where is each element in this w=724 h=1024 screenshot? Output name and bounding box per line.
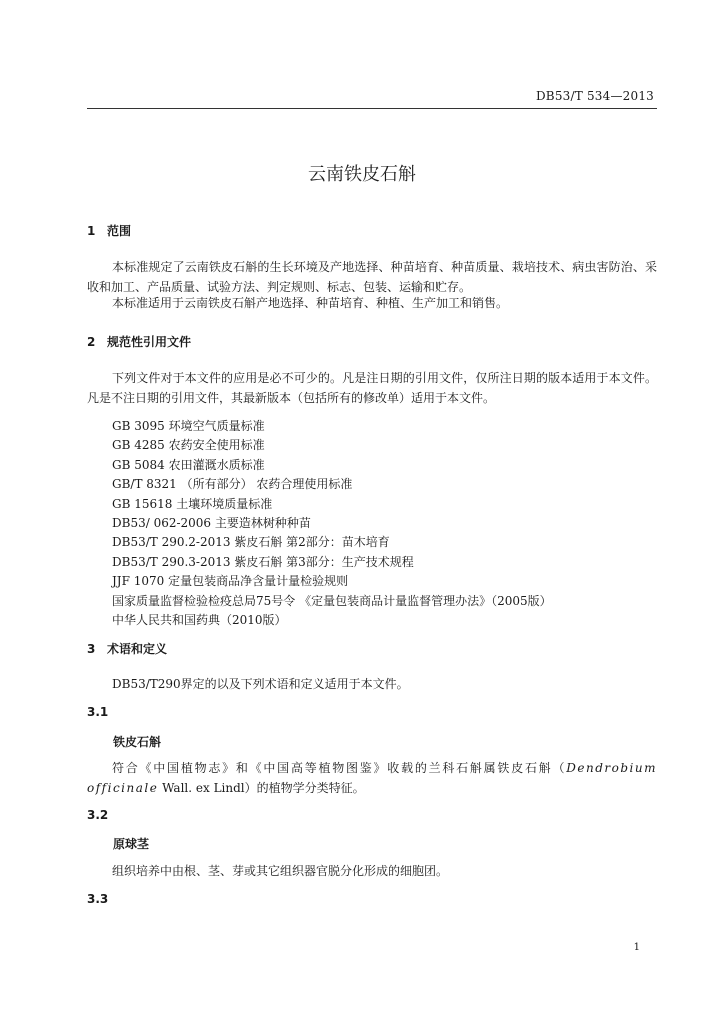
header-rule: [87, 108, 657, 109]
reference-item: DB53/T 290.3-2013 紫皮石斛 第3部分：生产技术规程: [112, 554, 414, 569]
reference-item: GB/T 8321 （所有部分） 农药合理使用标准: [112, 477, 353, 492]
section-2-title: 规范性引用文件: [107, 335, 192, 349]
term-3-1-def-prefix: 符合《中国植物志》和《中国高等植物图鉴》收载的兰科石斛属铁皮石斛（: [112, 761, 567, 775]
references-intro: 下列文件对于本文件的应用是必不可少的。凡是注日期的引用文件，仅所注日期的版本适用于本文件。凡是不注日期的引用文件，其最新版本（包括所有的修改单）适用于本文件。: [87, 371, 657, 405]
section-3-heading: [87, 640, 167, 657]
reference-item: GB 15618 土壤环境质量标准: [112, 496, 273, 511]
section-2-heading: [87, 333, 191, 350]
term-3-3-number: 3.3: [87, 892, 109, 906]
reference-item: GB 4285 农药安全使用标准: [112, 438, 265, 453]
document-title: 云南铁皮石斛: [308, 164, 416, 185]
term-3-1-def-suffix: Wall. ex Lindl）的植物学分类特征。: [158, 780, 365, 795]
term-3-1-number: 3.1: [87, 705, 109, 719]
reference-item: 国家质量监督检验检疫总局75号令 《定量包装商品计量监督管理办法》（2005版）: [112, 593, 552, 608]
section-2-number: 2: [87, 335, 96, 349]
reference-list: [112, 417, 552, 630]
document-code: DB53/T 534—2013: [535, 89, 654, 103]
section-3-title: 术语和定义: [107, 642, 168, 656]
reference-item: 中华人民共和国药典（2010版）: [112, 613, 287, 628]
term-3-2-definition: 组织培养中由根、茎、芽或其它组织器官脱分化形成的细胞团。: [112, 864, 449, 878]
section-1-number: 1: [87, 224, 96, 238]
term-3-1-definition: [87, 759, 657, 798]
term-3-1-title: 铁皮石斛: [113, 735, 162, 749]
section-1-title: 范围: [107, 224, 132, 238]
reference-item: DB53/T 290.2-2013 紫皮石斛 第2部分：苗木培育: [112, 535, 390, 550]
section-1-heading: [87, 222, 131, 239]
term-3-2-number: 3.2: [87, 808, 109, 822]
scope-paragraph-1: 本标准规定了云南铁皮石斛的生长环境及产地选择、种苗培育、种苗质量、栽培技术、病虫害防治、采收和加工、产品质量、试验方法、判定规则、标志、包装、运输和贮存。: [87, 260, 657, 294]
scope-paragraph-2: 本标准适用于云南铁皮石斛产地选择、种苗培育、种植、生产加工和销售。: [112, 296, 509, 310]
latin-species-name: Dendrobium officinale: [87, 761, 657, 795]
term-3-2-title: 原球茎: [113, 837, 150, 851]
terms-intro: DB53/T290界定的以及下列术语和定义适用于本文件。: [112, 677, 409, 691]
reference-item: DB53/ 062-2006 主要造林树种种苗: [112, 516, 311, 531]
page-number: 1: [633, 942, 640, 953]
reference-item: GB 3095 环境空气质量标准: [112, 419, 265, 433]
reference-item: JJF 1070 定量包装商品净含量计量检验规则: [112, 574, 349, 589]
section-3-number: 3: [87, 642, 96, 656]
reference-item: GB 5084 农田灌溉水质标准: [112, 457, 265, 472]
